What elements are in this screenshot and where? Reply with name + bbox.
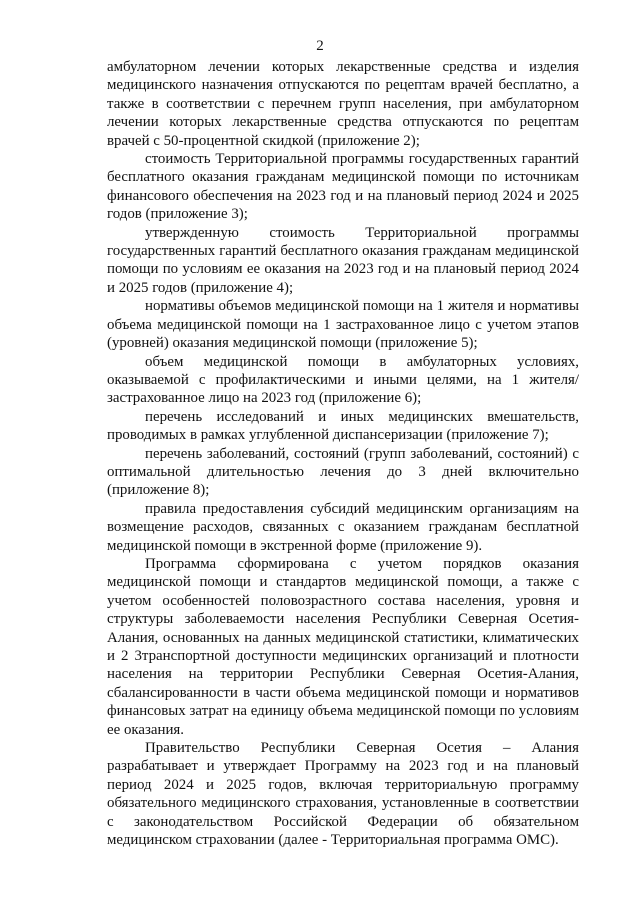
paragraph-government-approval: Правительство Республики Северная Осетия – Алания разрабатывает и утверждает Программу на 2023 год и на плановый период 2024 и 2025 годов, включая территориальную программу обязательного медицинского страхования, установленные в соответствии с законодательством Российской Федерации об обязательном медицинском страховании (далее - Территориальная программа ОМС). <box>107 740 579 849</box>
paragraph-volume-norms-appendix-5: нормативы объемов медицинской помощи на 1 жителя и нормативы объема медицинской помощи на 1 застрахованное лицо с учетом этапов (уровней) оказания медицинской помощи (приложение 5); <box>107 298 579 352</box>
paragraph-subsidies-appendix-9: правила предоставления субсидий медицинским организациям на возмещение расходов, связанных с оказанием гражданам бесплатной медицинской помощи в экстренной форме (приложение 9). <box>107 500 579 554</box>
paragraph-in-depth-screening-appendix-7: перечень исследований и иных медицинских вмешательств, проводимых в рамках углубленной диспансеризации (приложение 7); <box>107 408 579 444</box>
paragraph-approved-cost-appendix-4: утвержденную стоимость Территориальной программы государственных гарантий бесплатного оказания гражданам медицинской помощи по условиям ее оказания на 2023 год и на плановый период 2024 и 2025 годов (приложение 4); <box>107 224 579 296</box>
paragraph-outpatient-volume-appendix-6: объем медицинской помощи в амбулаторных условиях, оказываемой с профилактическими и иными целями, на 1 жителя/застрахованное лицо на 2023 год (приложение 6); <box>107 353 579 407</box>
page-number: 2 <box>316 38 324 54</box>
paragraph-cost-appendix-3: стоимость Территориальной программы государственных гарантий бесплатного оказания гражданам медицинской помощи по источникам финансового обеспечения на 2023 год и на плановый период 2024 и 2025 годов (приложение 3); <box>107 151 579 223</box>
paragraph-program-formation: Программа сформирована с учетом порядков оказания медицинской помощи и стандартов медицинской помощи, а также с учетом особенностей половозрастного состава населения, уровня и структуры заболеваемости населения Республики Северная Осетия-Алания, основанных на данных медицинской статистики, климатических и 2 3транспортной доступности медицинских организаций и плотности населения на территории Республики Северная Осетия-Алания, сбалансированности в части объема медицинской помощи и нормативов финансовых затрат на единицу объема медицинской помощи по условиям ее оказания. <box>107 555 579 738</box>
document-body <box>107 58 579 849</box>
paragraph-short-treatment-appendix-8: перечень заболеваний, состояний (групп заболеваний, состояний) с оптимальной длительностью лечения до 3 дней включительно (приложение 8); <box>107 445 579 499</box>
paragraph-continuation-appendix-2: амбулаторном лечении которых лекарственные средства и изделия медицинского назначения отпускаются по рецептам врачей бесплатно, а также в соответствии с перечнем групп населения, при амбулаторном лечении которых лекарственные средства отпускаются по рецептам врачей с 50-процентной скидкой (приложение 2); <box>107 59 579 149</box>
